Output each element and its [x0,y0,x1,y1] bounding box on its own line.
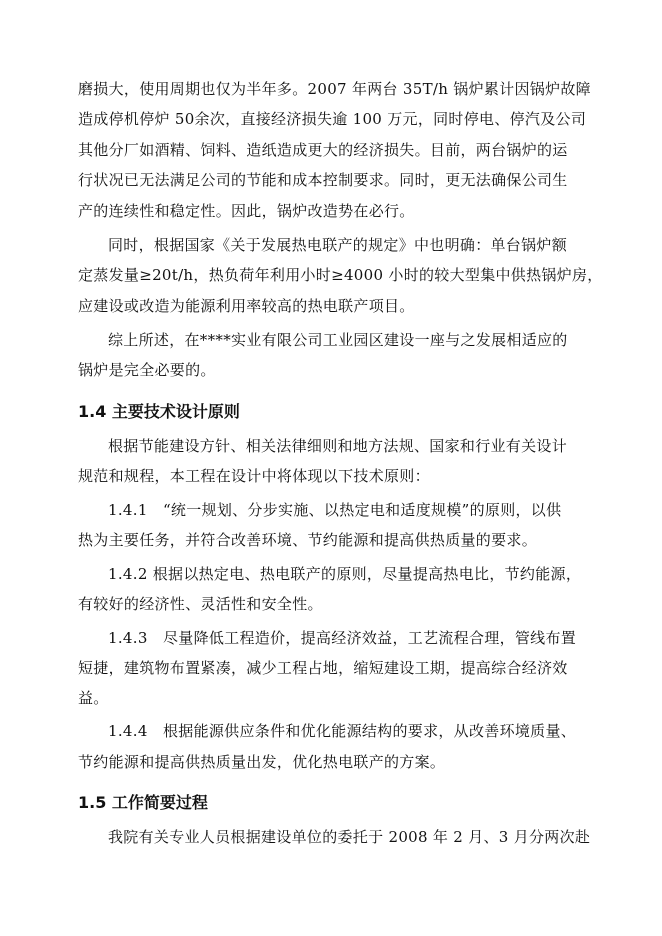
text-line: 锅炉是完全必要的。 [78,361,216,379]
text-line: 1.4.1 “统一规划、分步实施、以热定电和适度规模”的原则，以供 [108,501,562,519]
text-line: 规范和规程，本工程在设计中将体现以下技术原则： [78,467,430,485]
text-line: 1.4.3 尽量降低工程造价，提高经济效益，工艺流程合理，管线布置 [108,629,577,647]
text-line: 1.4.4 根据能源供应条件和优化能源结构的要求，从改善环境质量、 [108,722,577,740]
text-line: 磨损大，使用周期也仅为半年多。2007 年两台 35T/h 锅炉累计因锅炉故障 [78,80,591,98]
text-line: 节约能源和提高供热质量出发，优化热电联产的方案。 [78,753,446,771]
text-line: 我院有关专业人员根据建设单位的委托于 2008 年 2 月、3 月分两次赴 [108,828,591,846]
text-line: 其他分厂如酒精、饲料、造纸造成更大的经济损失。目前，两台锅炉的运 [78,141,568,159]
section-heading: 1.5 工作简要过程 [78,793,208,812]
text-line: 短捷，建筑物布置紧凑，减少工程占地，缩短建设工期，提高综合经济效 [78,659,568,677]
section-heading: 1.4 主要技术设计原则 [78,402,240,421]
text-line: 应建设或改造为能源利用率较高的热电联产项目。 [78,297,415,315]
text-line: 根据节能建设方针、相关法律细则和地方法规、国家和行业有关设计 [108,437,568,455]
text-line: 产的连续性和稳定性。因此，锅炉改造势在必行。 [78,202,415,220]
text-line: 造成停机停炉 50余次，直接经济损失逾 100 万元，同时停电、停汽及公司 [78,110,587,128]
text-line: 有较好的经济性、灵活性和安全性。 [78,595,323,613]
text-line: 1.4.2 根据以热定电、热电联产的原则，尽量提高热电比，节约能源， [108,565,582,583]
text-line: 同时，根据国家《关于发展热电联产的规定》中也明确：单台锅炉额 [108,236,568,254]
text-line: 益。 [78,689,109,707]
text-line: 综上所述，在****实业有限公司工业园区建设一座与之发展相适应的 [108,331,568,349]
text-line: 行状况已无法满足公司的节能和成本控制要求。同时，更无法确保公司生 [78,171,568,189]
text-line: 定蒸发量≥20t/h，热负荷年利用小时≥4000 小时的较大型集中供热锅炉房， [78,266,603,284]
text-line: 热为主要任务，并符合改善环境、节约能源和提高供热质量的要求。 [78,531,538,549]
